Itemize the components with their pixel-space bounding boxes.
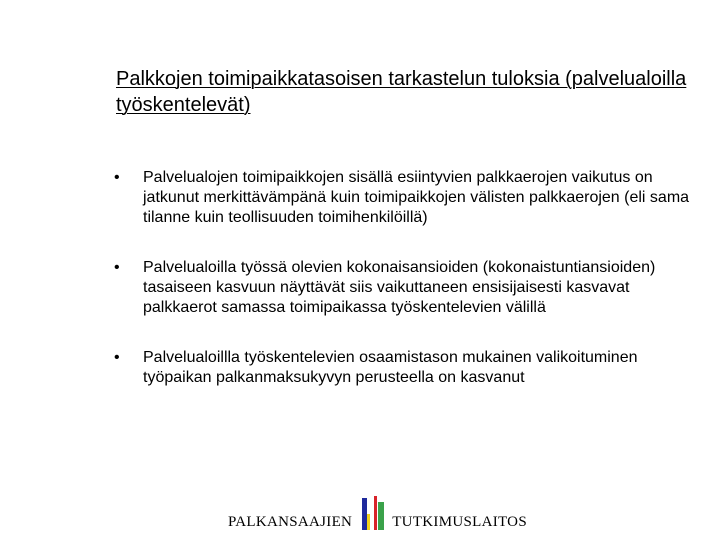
footer-logo-block bbox=[228, 494, 527, 530]
bullet-text: Palvelualoilla työssä olevien kokonaisansioiden (kokonaistuntiansioiden) tasaiseen kasvuun näyttävät siis vaikuttaneen ensisijaisesti kasvavat palkkaerot samassa toimipaikassa työskentelevien välillä bbox=[143, 259, 656, 316]
logo-bar-green bbox=[378, 502, 384, 530]
bullet-text: Palvelualoillla työskentelevien osaamistason mukainen valikoituminen työpaikan palkanmaksukyvyn perusteella on kasvanut bbox=[143, 349, 638, 386]
bullet-item-3 bbox=[114, 348, 704, 388]
footer-right-text: TUTKIMUSLAITOS bbox=[392, 514, 527, 530]
bar-logo-icon bbox=[362, 496, 384, 530]
bullet-icon: • bbox=[114, 169, 120, 186]
bullet-item-2 bbox=[114, 258, 704, 318]
logo-bar-blue bbox=[362, 498, 367, 530]
slide-title: Palkkojen toimipaikkatasoisen tarkastelun tuloksia (palvelualoilla työskentelevät) bbox=[116, 68, 687, 116]
logo-bar-red bbox=[374, 496, 377, 530]
bullet-icon: • bbox=[114, 349, 120, 366]
bullet-text: Palvelualojen toimipaikkojen sisällä esiintyvien palkkaerojen vaikutus on jatkunut merkittävämpänä kuin toimipaikkojen välisten palkkaerojen (eli sama tilanne kuin teollisuuden toimihenkilöillä) bbox=[143, 169, 690, 226]
logo-bar-yellow bbox=[367, 514, 370, 530]
bullet-list bbox=[114, 168, 704, 388]
footer-left-text: PALKANSAAJIEN bbox=[228, 514, 353, 530]
bullet-item-1 bbox=[114, 168, 704, 228]
bullet-icon: • bbox=[114, 259, 120, 276]
